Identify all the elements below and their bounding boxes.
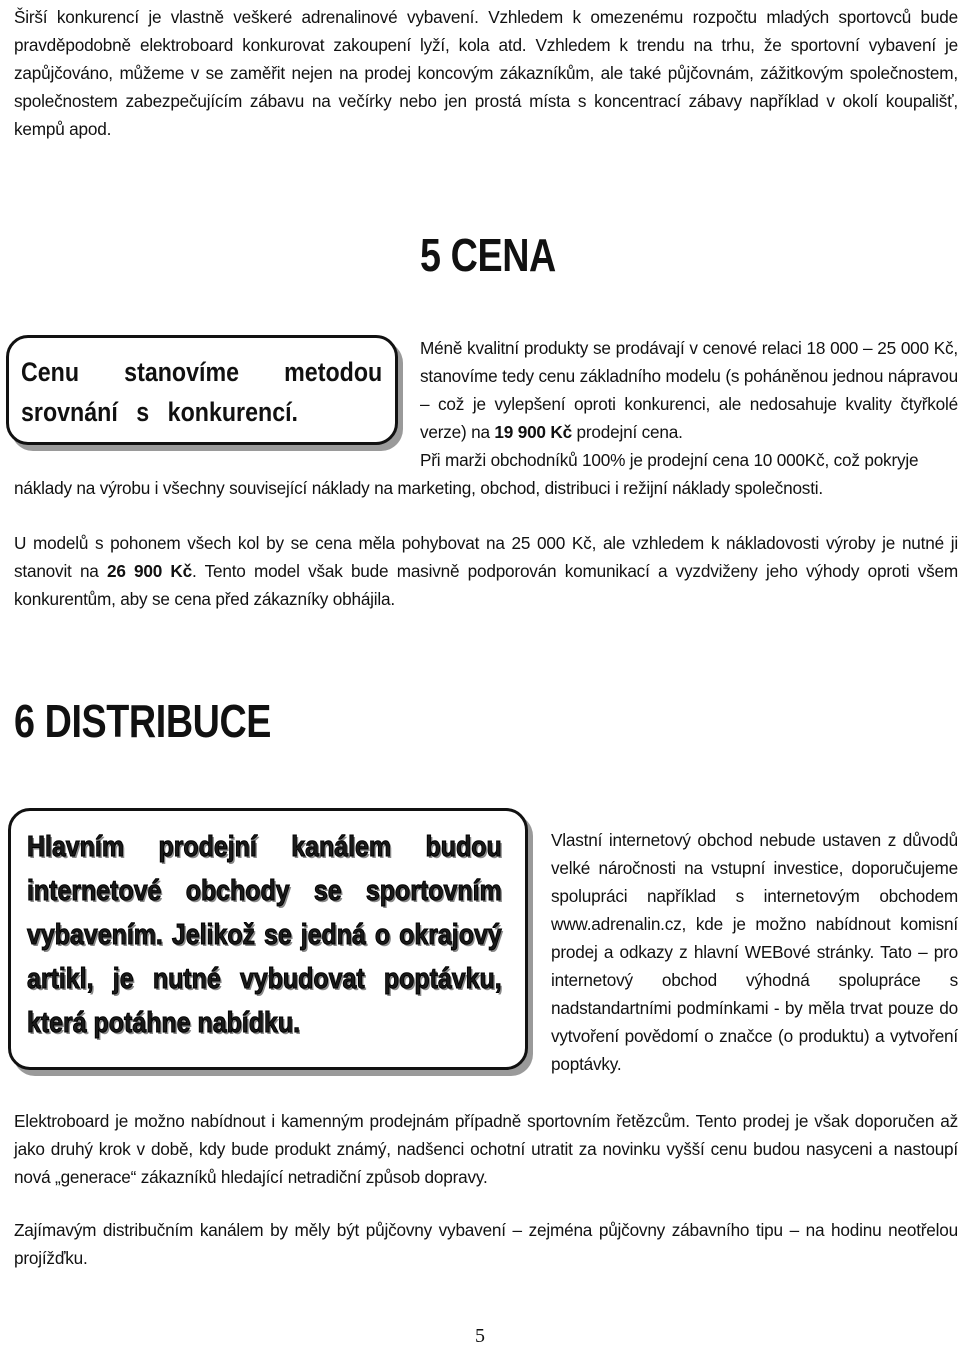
distribution-callout-text: Hlavním prodejní kanálem budou internetové obchody se sportovním vybavením. Jelikož se jedná o okrajový artikl, je nutné vybudovat poptávku, která potáhne nabídku. (27, 831, 502, 1039)
distribution-side-text: Vlastní internetový obchod nebude ustaven z důvodů velké náročnosti na vstupní investice, doporučujeme spolupráci například s internetovým obchodem www.adrenalin.cz, kde je možno nabídnout komisní prodej a odkazy z hlavní WEBové stránky. Tato – pro internetový obchod výhodná spolupráce s nadstandartními podmínkami - by měla trvat pouze do vytvoření povědomí o značce (o produktu) a vytvoření poptávky. (551, 830, 958, 1074)
price-callout-text: Cenu stanovíme metodou srovnání s konkurencí. (21, 357, 383, 427)
price-side-text-a: Méně kvalitní produkty se prodávají v cenové relaci 18 000 – 25 000 Kč, stanovíme tedy cenu základního modelu (s poháněnou jednou nápravou – což je vylepšení oproti konkurenci, ale nedosahuje kvality čtyřkolé verze) na (420, 338, 958, 442)
section-5-heading: 5 CENA (420, 229, 556, 281)
section-6-heading: 6 DISTRIBUCE (14, 695, 272, 747)
page-number: 5 (475, 1325, 485, 1347)
awd-price-paragraph (14, 529, 958, 613)
price-side-text-b: prodejní cena. (571, 422, 683, 442)
price-callout-box (6, 335, 398, 445)
retail-paragraph: Elektroboard je možno nabídnout i kamenným prodejnám případně sportovním řetězcům. Tento prodej je však doporučen až jako druhý krok v době, kdy bude produkt známý, nadšenci ochotní utratit za novinku vyšší cenu budou nasyceni a nastoupí nová „generace“ zákazníků hledající netradiční způsob dopravy. (14, 1111, 958, 1187)
intro-paragraph: Širší konkurencí je vlastně veškeré adrenalinové vybavení. Vzhledem k omezenému rozpočtu mladých sportovců bude pravděpodobně elektroboard konkurovat zakoupení lyží, kola atd. Vzhledem k trendu na trhu, že sportovní vybavení je zapůjčováno, můžeme v se zaměřit nejen na prodej koncovým zákazníkům, ale také půjčovnám, zážitkovým společnostem, společnostem zabezpečujícím zábavu na večírky nebo jen prostá místa s koncentrací zábavy například v okolí koupališť, kempů apod. (14, 7, 958, 139)
rental-paragraph: Zajímavým distribučním kanálem by měly být půjčovny vybavení – zejména půjčovny zábavního tipu – na hodinu neotřelou projížďku. (14, 1220, 958, 1268)
cost-continuation: náklady na výrobu i všechny související náklady na marketing, obchod, distribuci i režijní náklady společnosti. (14, 478, 823, 498)
price-side-text (420, 334, 958, 446)
distribution-callout-box (8, 808, 528, 1070)
awd-price: 26 900 Kč (107, 561, 193, 581)
awd-text-b: . Tento model však bude masivně podporován komunikací a vyzdviženy jeho výhody oproti všem konkurentům, aby se cena před zákazníky obhájila. (14, 561, 958, 609)
awd-text-a: U modelů s pohonem všech kol by se cena měla pohybovat na 25 000 Kč, ale vzhledem k nákladovosti výroby je nutné ji stanovit na (14, 533, 958, 581)
margin-text: Při marži obchodníků 100% je prodejní cena 10 000Kč, což pokryje (420, 450, 919, 470)
price-base-model: 19 900 Kč (494, 422, 572, 442)
